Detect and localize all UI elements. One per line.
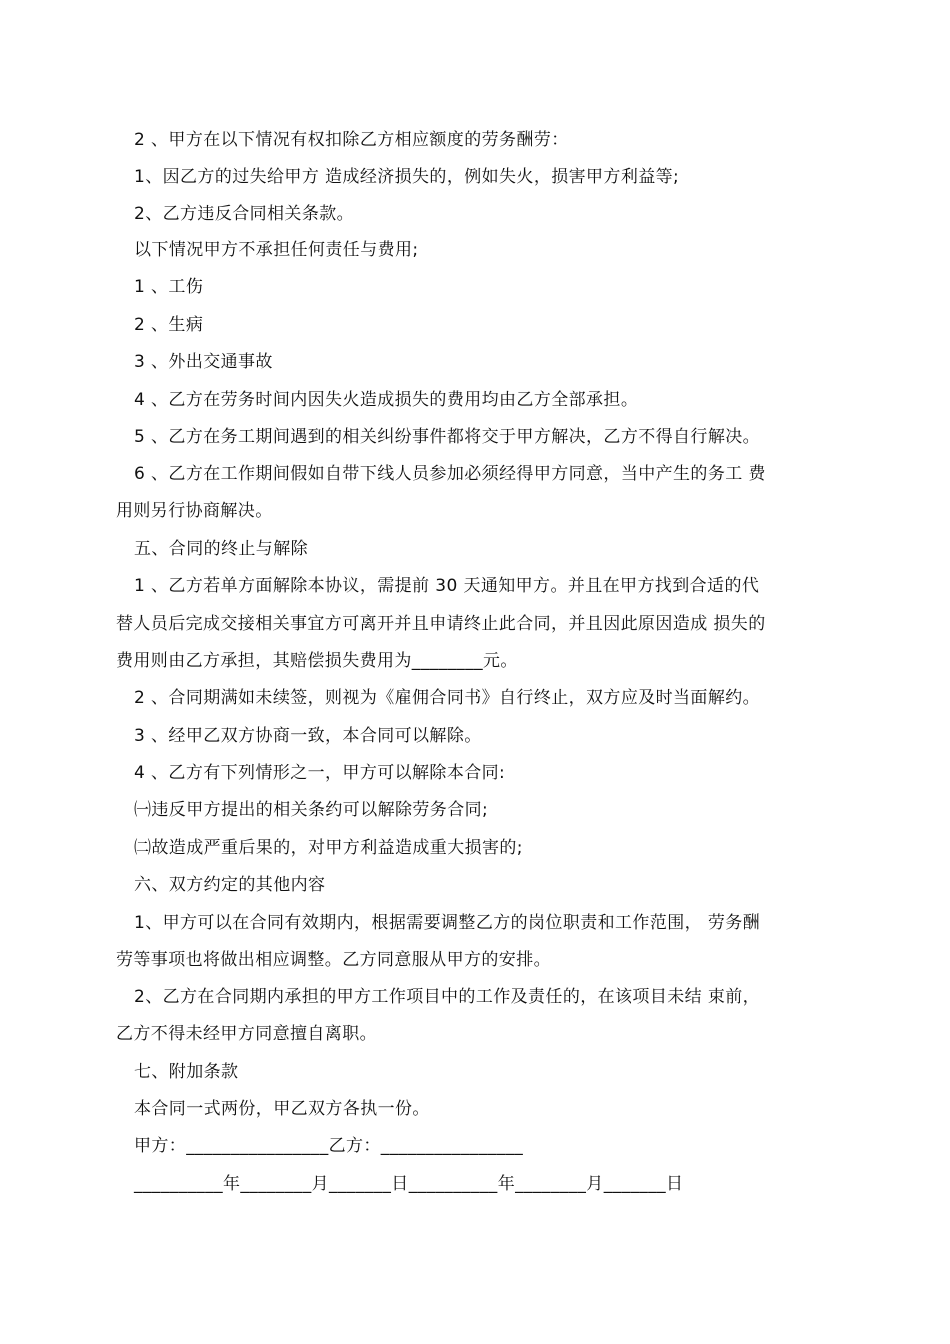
text-line: 4 、乙方在劳务时间内因失火造成损失的费用均由乙方全部承担。	[134, 390, 639, 410]
text-line: 以下情况甲方不承担任何责任与费用;	[134, 240, 419, 260]
text-line: 3 、外出交通事故	[134, 352, 273, 372]
text-line: 2 、合同期满如未续签，则视为《雇佣合同书》自行终止，双方应及时当面解约。	[134, 688, 761, 708]
text-line: 费用则由乙方承担，其赔偿损失费用为________元。	[116, 651, 518, 671]
text-line: 2、乙方违反合同相关条款。	[134, 204, 355, 224]
text-line: 3 、经甲乙双方协商一致，本合同可以解除。	[134, 726, 482, 746]
text-line: 5 、乙方在务工期间遇到的相关纠纷事件都将交于甲方解决，乙方不得自行解决。	[134, 427, 761, 447]
text-line: 1 、工伤	[134, 277, 204, 297]
text-line: 乙方不得未经甲方同意擅自离职。	[116, 1024, 377, 1044]
text-line: 4 、乙方有下列情形之一，甲方可以解除本合同:	[134, 763, 506, 783]
section-heading: 七、附加条款	[134, 1062, 239, 1082]
signature-line: 甲方：________________乙方：________________	[134, 1136, 524, 1156]
text-line: 替人员后完成交接相关事宜方可离开并且申请终止此合同，并且因此原因造成 损失的	[116, 614, 766, 634]
text-line: ㈡故造成严重后果的，对甲方利益造成重大损害的;	[134, 838, 523, 858]
text-line: 1 、乙方若单方面解除本协议，需提前 30 天通知甲方。并且在甲方找到合适的代	[134, 576, 760, 596]
text-line: 本合同一式两份，甲乙双方各执一份。	[134, 1099, 430, 1119]
text-line: 2、乙方在合同期内承担的甲方工作项目中的工作及责任的，在该项目未结 束前，	[134, 987, 761, 1007]
date-line: __________年________月_______日__________年________月_______日	[134, 1174, 684, 1194]
text-line: 用则另行协商解决。	[116, 501, 273, 521]
text-line: 6 、乙方在工作期间假如自带下线人员参加必须经得甲方同意，当中产生的务工 费	[134, 464, 766, 484]
section-heading: 五、合同的终止与解除	[134, 539, 308, 559]
text-line: 1、因乙方的过失给甲方 造成经济损失的，例如失火，损害甲方利益等;	[134, 167, 680, 187]
section-heading: 六、双方约定的其他内容	[134, 875, 326, 895]
text-line: ㈠违反甲方提出的相关条约可以解除劳务合同;	[134, 800, 489, 820]
text-line: 2 、甲方在以下情况有权扣除乙方相应额度的劳务酬劳：	[134, 130, 569, 150]
text-line: 2 、生病	[134, 315, 204, 335]
text-line: 劳等事项也将做出相应调整。乙方同意服从甲方的安排。	[116, 950, 551, 970]
text-line: 1、甲方可以在合同有效期内，根据需要调整乙方的岗位职责和工作范围， 劳务酬	[134, 913, 761, 933]
